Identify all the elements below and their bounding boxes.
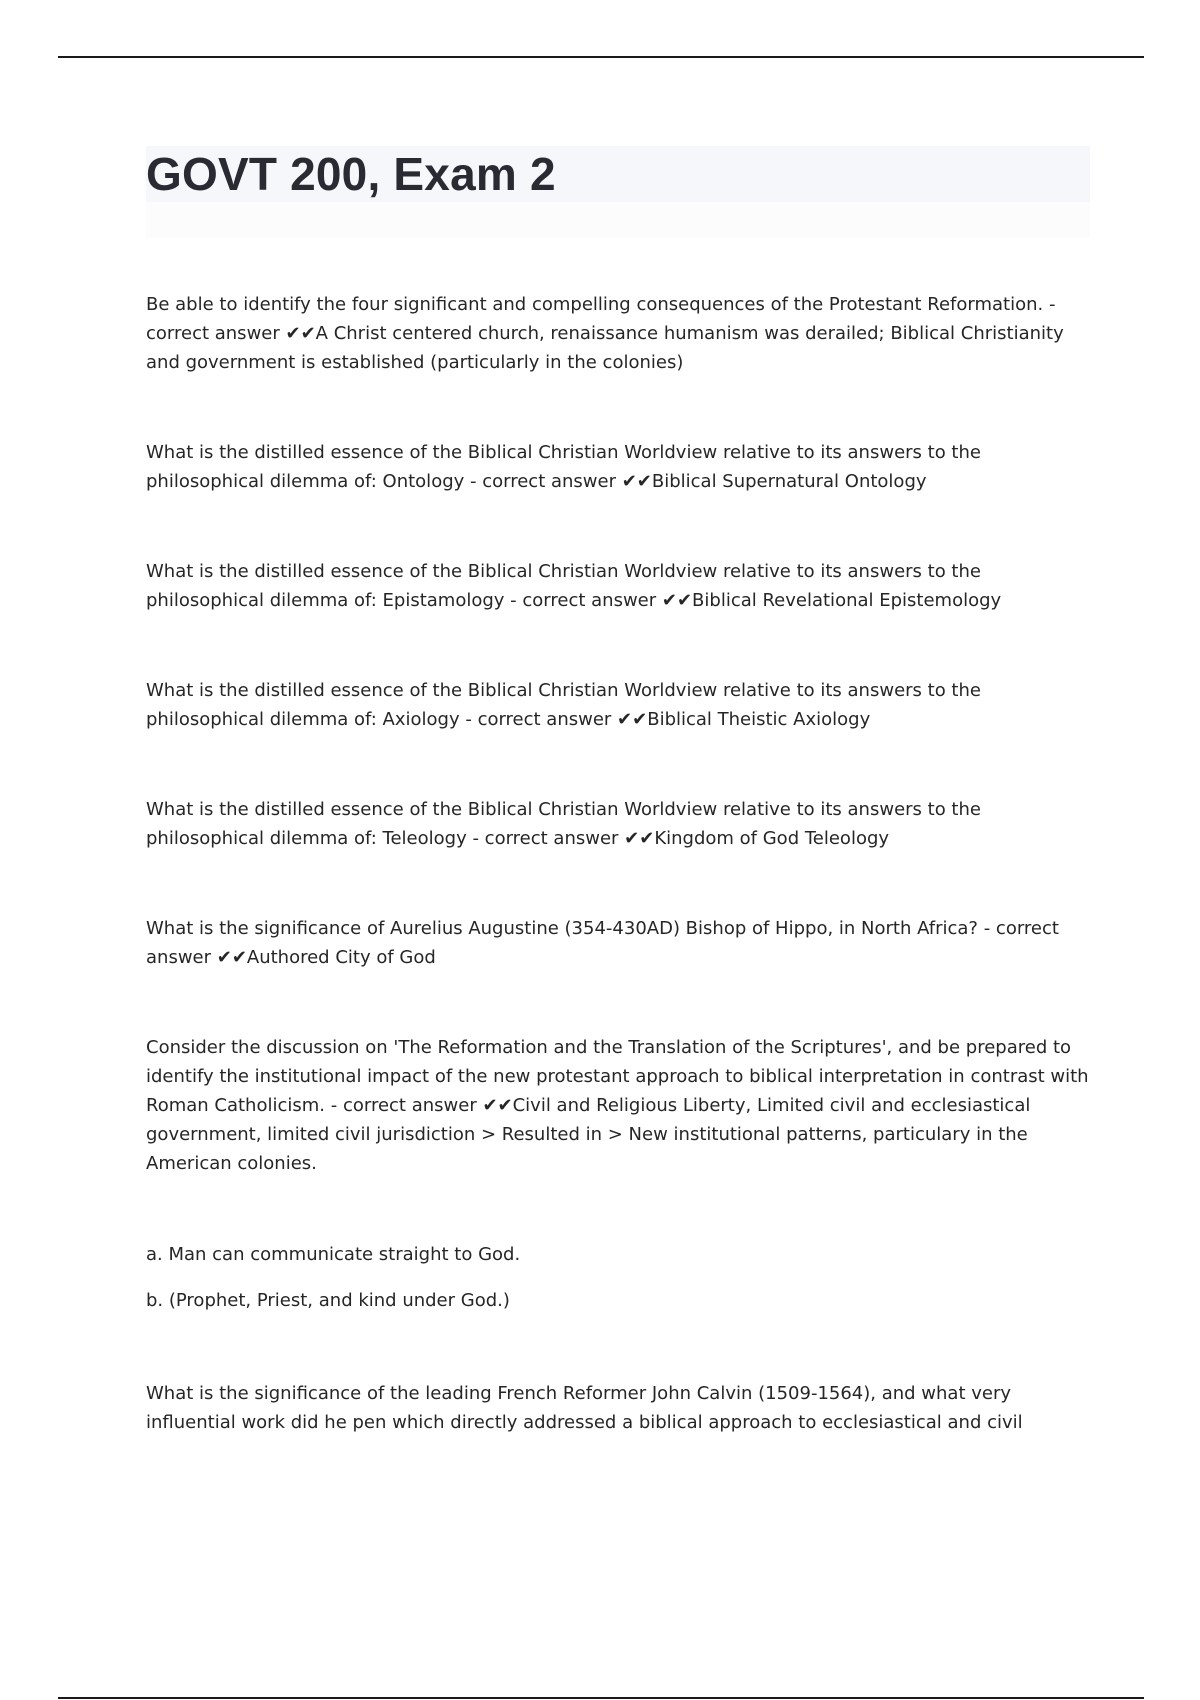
- page-title: GOVT 200, Exam 2: [146, 148, 556, 200]
- answer-separator: - correct answer: [325, 1095, 483, 1116]
- qa-item: [146, 438, 1092, 496]
- question-text: What is the distilled essence of the Biblical Christian Worldview relative to its answers to the philosophical dilemma of: Ontology: [146, 442, 981, 492]
- double-check-icon: ✔✔: [661, 590, 693, 611]
- double-check-icon: ✔✔: [624, 828, 655, 849]
- question-text: What is the significance of Aurelius Augustine (354-430AD) Bishop of Hippo, in North Africa?: [146, 918, 978, 939]
- question-text: Be able to identify the four significant and compelling consequences of the Protestant Reformation.: [146, 294, 1044, 315]
- answer-text: Biblical Revelational Epistemology: [692, 590, 1002, 611]
- answer-separator: - correct answer: [146, 918, 1059, 968]
- qa-item: [146, 290, 1092, 377]
- question-text: Consider the discussion on 'The Reformation and the Translation of the Scriptures', and be prepared to identify the institutional impact of the new protestant approach to biblical interpretation in contrast with Roman Catholicism.: [146, 1037, 1089, 1116]
- answer-separator: - correct answer: [459, 709, 618, 730]
- answer-separator: - correct answer: [504, 590, 662, 611]
- question-text: What is the distilled essence of the Biblical Christian Worldview relative to its answers to the philosophical dilemma of: Teleology: [146, 799, 981, 849]
- answer-text: Biblical Theistic Axiology: [647, 709, 871, 730]
- double-check-icon: ✔✔: [621, 471, 652, 492]
- question-text: What is the distilled essence of the Biblical Christian Worldview relative to its answers to the philosophical dilemma of: Epistamology: [146, 561, 981, 611]
- question-text: What is the distilled essence of the Biblical Christian Worldview relative to its answers to the philosophical dilemma of: Axiology: [146, 680, 981, 730]
- answer-text: Civil and Religious Liberty, Limited civil and ecclesiastical government, limited civil jurisdiction > Resulted in > New institutional patterns, particulary in the American colonies.: [146, 1095, 1031, 1174]
- document-body: [146, 290, 1092, 1437]
- answer-list: [146, 1240, 1092, 1315]
- qa-item: [146, 795, 1092, 853]
- answer-text: Biblical Supernatural Ontology: [651, 471, 927, 492]
- answer-text: A Christ centered church, renaissance humanism was derailed; Biblical Christianity and government is established (particularly in the colonies): [146, 323, 1064, 373]
- answer-separator: - correct answer: [466, 828, 625, 849]
- qa-item: [146, 1033, 1092, 1178]
- qa-item: [146, 557, 1092, 615]
- double-check-icon: ✔✔: [285, 323, 316, 344]
- answer-text: Authored City of God: [246, 947, 436, 968]
- answer-text: Kingdom of God Teleology: [654, 828, 890, 849]
- double-check-icon: ✔✔: [482, 1095, 513, 1116]
- list-item: a. Man can communicate straight to God.: [146, 1244, 521, 1265]
- answer-separator: - correct answer: [146, 294, 1056, 344]
- top-rule: [58, 56, 1144, 58]
- answer-separator: - correct answer: [464, 471, 622, 492]
- list-item: b. (Prophet, Priest, and kind under God.): [146, 1290, 510, 1311]
- bottom-rule: [58, 1697, 1144, 1699]
- title-band-fade: [146, 202, 1090, 238]
- trailing-question: What is the significance of the leading French Reformer John Calvin (1509-1564), and what very influential work did he pen which directly addressed a biblical approach to ecclesiastical and civil: [146, 1383, 1023, 1433]
- qa-item: [146, 676, 1092, 734]
- double-check-icon: ✔✔: [617, 709, 648, 730]
- double-check-icon: ✔✔: [216, 947, 247, 968]
- qa-item: [146, 914, 1092, 972]
